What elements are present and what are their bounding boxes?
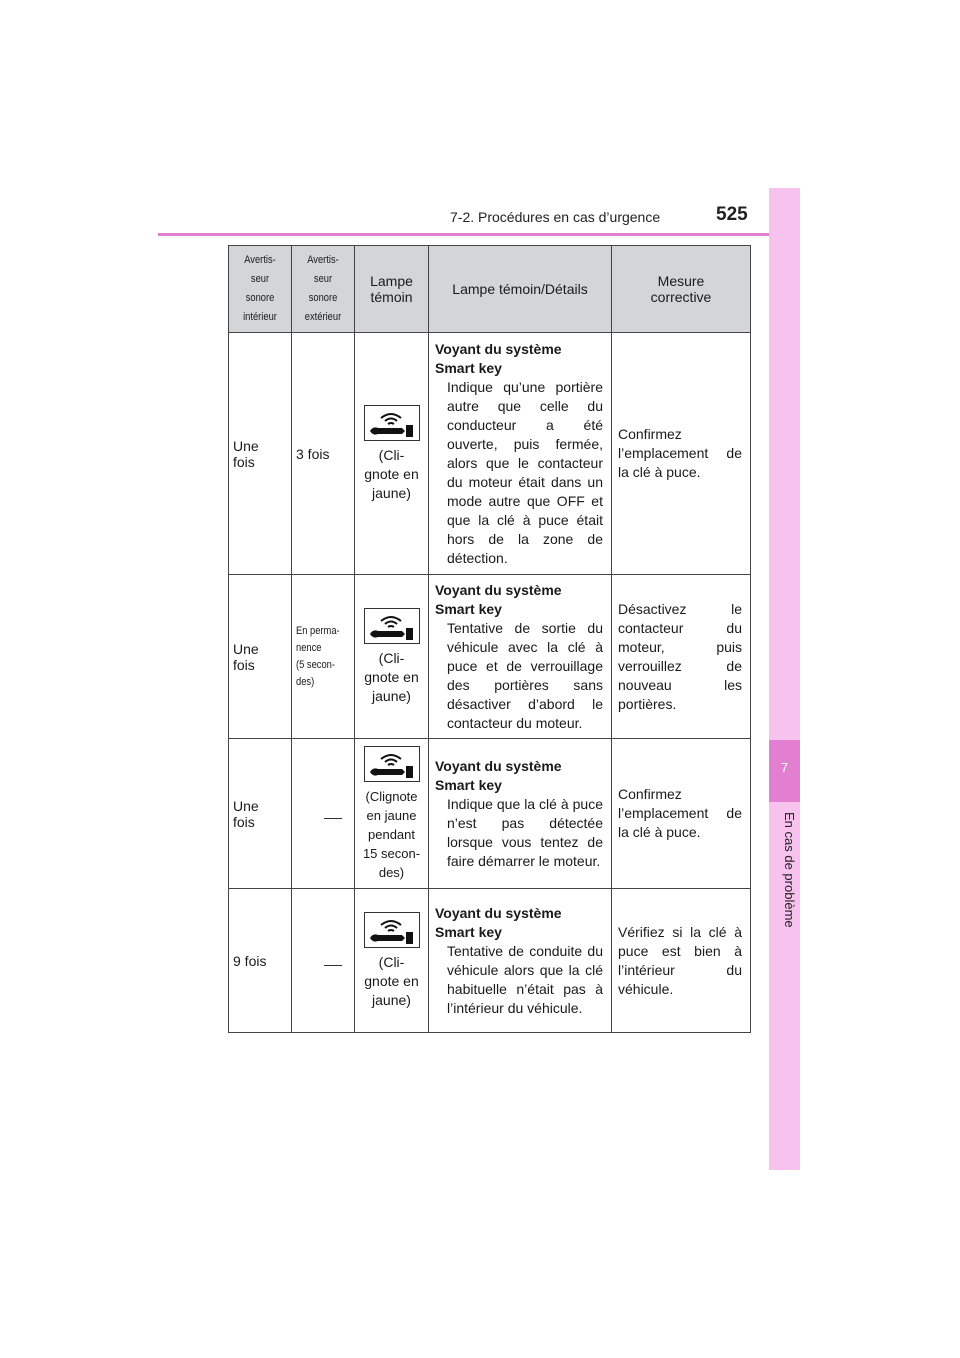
exterior-buzzer-cell [292, 739, 355, 889]
header-action [612, 246, 751, 333]
warning-light-cell [355, 575, 429, 739]
cell-line: des) [296, 675, 315, 688]
dash-mark [324, 818, 342, 819]
smart-key-indicator-icon [364, 608, 420, 644]
cell-line: fois [233, 813, 255, 830]
page-header-title: 7-2. Procédures en cas d’urgence [450, 209, 661, 225]
cell-line: Une [233, 797, 259, 814]
action-cell: Confirmez l’emplacement de la clé à puce. [612, 333, 751, 575]
dash-mark [324, 965, 342, 966]
table-row [229, 333, 751, 575]
header-interior-buzzer [229, 246, 292, 333]
cell-line: Une [233, 437, 259, 454]
cell-line: Une [233, 640, 259, 657]
smart-key-indicator-icon [364, 405, 420, 441]
blink-note-line: des) [378, 864, 405, 880]
header-line: Avertis- [244, 254, 276, 266]
blink-note-line: (Cli- [378, 953, 405, 970]
header-warning-light [355, 246, 429, 333]
warning-light-cell [355, 333, 429, 575]
header-details: Lampe témoin/Détails [429, 246, 612, 333]
detail-text: Indique que la clé à puce n’est pas détectée lorsque vous tentez de faire démarrer le moteur. [447, 795, 603, 869]
smart-key-indicator-icon [364, 746, 420, 782]
details-cell [429, 333, 612, 575]
interior-buzzer-cell [229, 889, 292, 1033]
details-cell [429, 739, 612, 889]
detail-text: Tentative de conduite du véhicule alors que la clé habituelle n’était pas à l’intérieur du véhicule. [447, 942, 603, 1016]
action-cell: Vérifiez si la clé à puce est bien à l’intérieur du véhicule. [612, 889, 751, 1033]
side-tab [769, 188, 800, 1170]
details-cell [429, 889, 612, 1033]
chapter-number: 7 [780, 760, 789, 775]
interior-buzzer-cell [229, 739, 292, 889]
exterior-buzzer-cell [292, 889, 355, 1033]
detail-title: Smart key [435, 600, 502, 617]
table-row [229, 575, 751, 739]
header-line: Avertis- [307, 254, 339, 266]
blink-note-line: (Cli- [378, 446, 405, 463]
blink-note-line: gnote en [364, 972, 419, 989]
detail-title: Voyant du système [435, 904, 562, 921]
blink-note-line: jaune) [372, 687, 411, 704]
table-row [229, 889, 751, 1033]
blink-note-line: jaune) [372, 991, 411, 1008]
smart-key-indicator-icon [364, 912, 420, 948]
warning-table [228, 245, 751, 1033]
warning-light-cell [355, 889, 429, 1033]
header-line: seur [250, 273, 270, 285]
header-line: intérieur [243, 311, 277, 323]
header-line: sonore [308, 292, 338, 304]
detail-title: Voyant du système [435, 757, 562, 774]
table-header-row [229, 246, 751, 333]
detail-title: Smart key [435, 359, 502, 376]
exterior-buzzer-cell: 3 fois [292, 333, 355, 575]
cell-line: fois [233, 656, 255, 673]
cell-line: En perma- [296, 624, 340, 637]
header-line: Lampe [370, 273, 413, 289]
header-line: corrective [650, 289, 712, 305]
blink-note-line: gnote en [364, 465, 419, 482]
exterior-buzzer-cell [292, 575, 355, 739]
detail-text: Indique qu’une portière autre que celle du conducteur a été ouverte, puis fermée, alors que le contacteur du moteur était dans un mode autre que OFF et que la clé à puce était hors de la zone de détection. [447, 378, 603, 566]
blink-note-line: en jaune [366, 807, 417, 823]
header-exterior-buzzer [292, 246, 355, 333]
cell-line: 9 fois [233, 952, 267, 969]
blink-note-line: jaune) [372, 484, 411, 501]
header-line: sonore [245, 292, 275, 304]
cell-line: nence [296, 641, 322, 654]
detail-title: Voyant du système [435, 340, 562, 357]
details-cell [429, 575, 612, 739]
blink-note-line: (Cli- [378, 649, 405, 666]
blink-note-line: 15 secon- [362, 845, 421, 861]
header-line: Mesure [657, 273, 705, 289]
detail-text: Tentative de sortie du véhicule avec la clé à puce et de verrouillage des portières sans désactiver d’abord le contacteur du moteur. [447, 619, 603, 731]
warning-light-cell [355, 739, 429, 889]
table-row [229, 739, 751, 889]
detail-title: Voyant du système [435, 581, 562, 598]
chapter-number-badge [769, 740, 800, 802]
blink-note-line: pendant [368, 826, 415, 842]
blink-note-line: gnote en [364, 668, 419, 685]
interior-buzzer-cell [229, 575, 292, 739]
header-rule [158, 233, 769, 236]
header-line: extérieur [304, 311, 342, 323]
action-cell: Confirmez l’emplacement de la clé à puce. [612, 739, 751, 889]
cell-line: (5 secon- [296, 658, 335, 671]
header-line: témoin [370, 289, 413, 305]
chapter-label: En cas de problème [782, 812, 797, 928]
detail-title: Smart key [435, 776, 502, 793]
page-number: 525 [716, 204, 748, 225]
blink-note-line: (Clignote [365, 788, 418, 804]
cell-line: fois [233, 453, 255, 470]
detail-title: Smart key [435, 923, 502, 940]
action-cell: Désactivez le contacteur du moteur, puis verrouillez de nouveau les portières. [612, 575, 751, 739]
header-line: seur [313, 273, 333, 285]
interior-buzzer-cell [229, 333, 292, 575]
